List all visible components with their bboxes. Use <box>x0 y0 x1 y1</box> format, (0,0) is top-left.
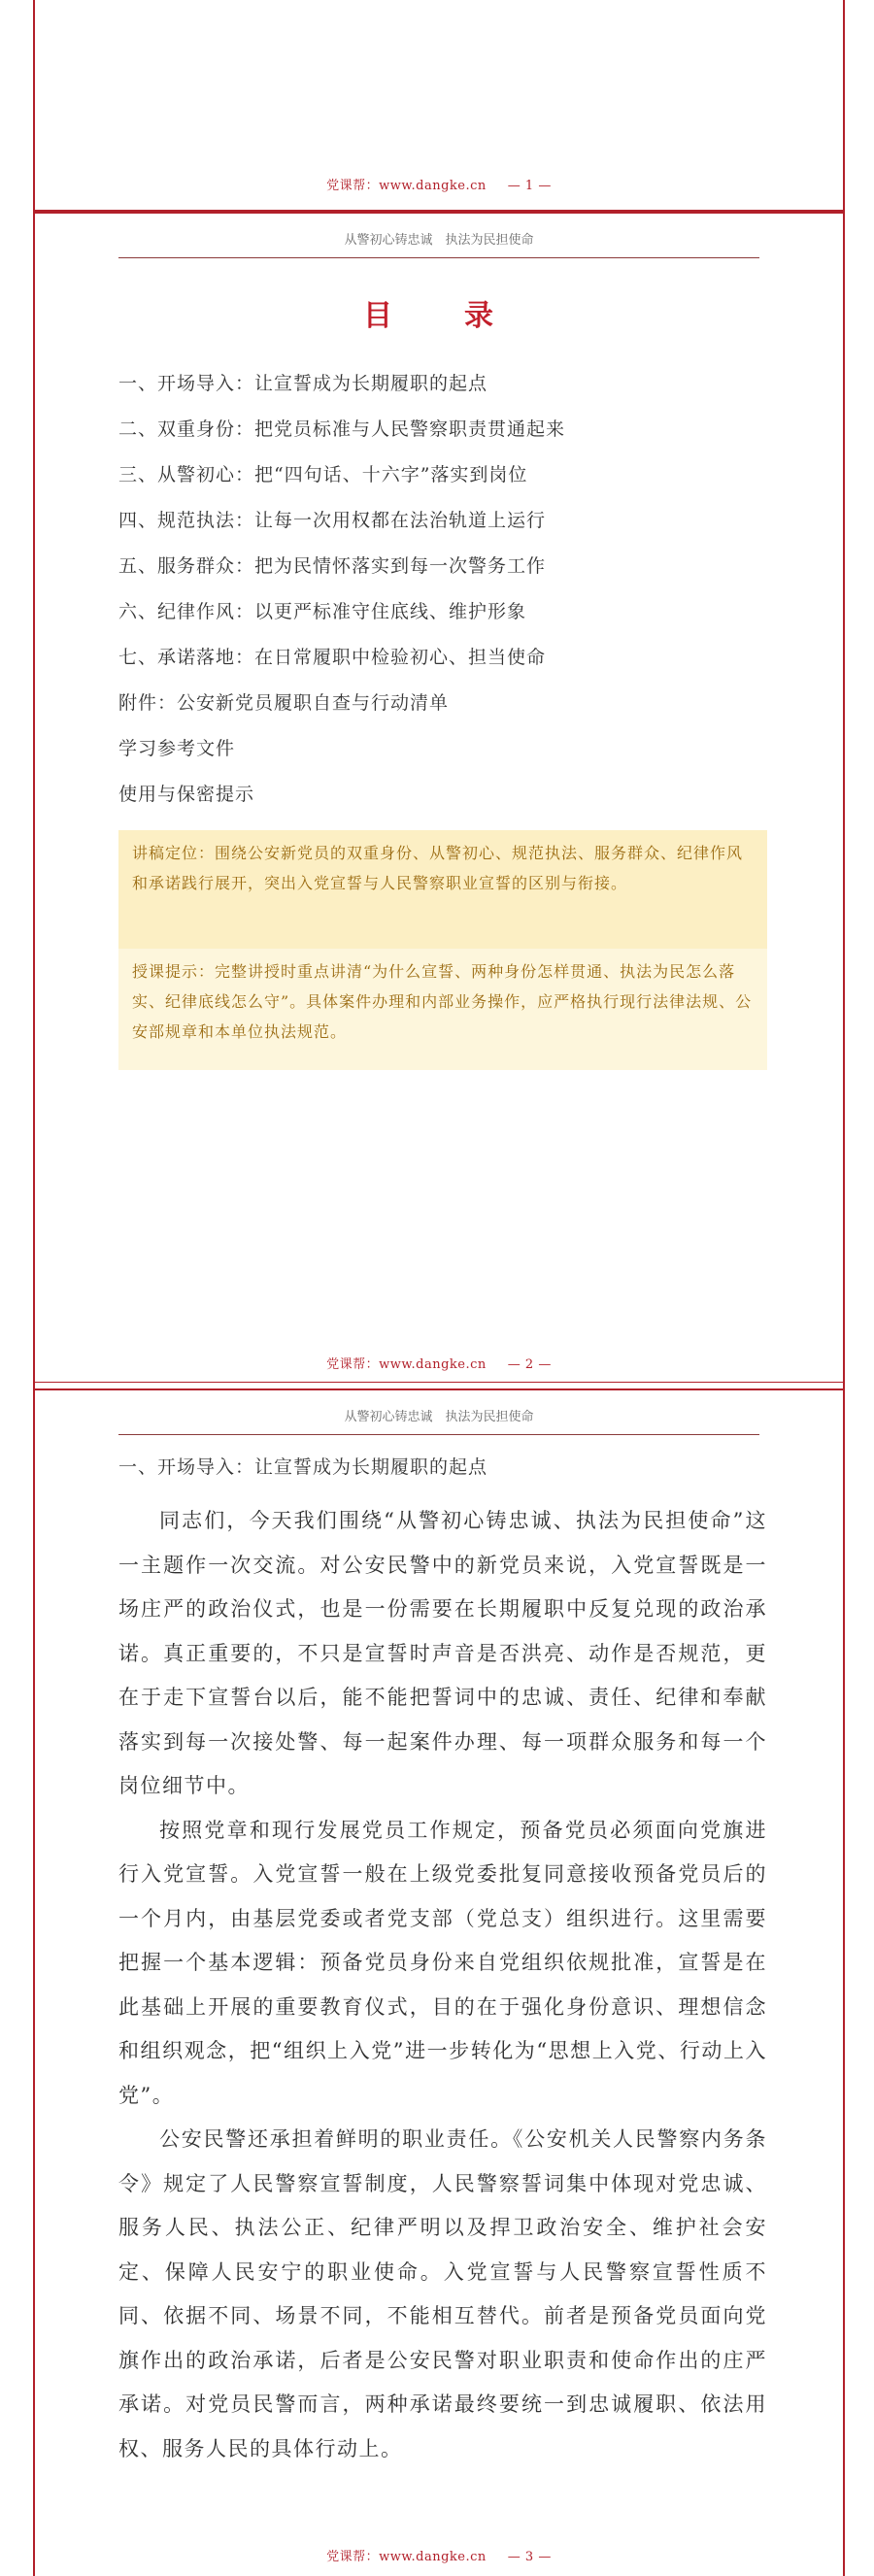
page-footer <box>35 2546 843 2564</box>
page-footer <box>35 1354 843 1372</box>
page-2 <box>33 212 845 1384</box>
page-header: 从警初心铸忠诚 执法为民担使命 <box>118 1406 759 1435</box>
toc-list <box>118 361 565 818</box>
toc-item[interactable]: 四、规范执法：让每一次用权都在法治轨道上运行 <box>118 510 547 531</box>
toc-item[interactable]: 使用与保密提示 <box>118 784 255 805</box>
section-heading: 一、开场导入：让宣誓成为长期履职的起点 <box>118 1456 488 1478</box>
page-1 <box>33 0 845 212</box>
paragraph: 按照党章和现行发展党员工作规定，预备党员必须面向党旗进行入党宣誓。入党宣誓一般在上级党委批复同意接收预备党员后的一个月内，由基层党委或者党支部（党总支）组织进行。这里需要把握一个基本逻辑：预备党员身份来自党组织依规批准，宣誓是在此基础上开展的重要教育仪式，目的在于强化身份意识、理想信念和组织观念，把“组织上入党”进一步转化为“思想上入党、行动上入党”。 <box>118 1818 767 2107</box>
section-body <box>118 1499 767 2471</box>
toc-title: 目 录 <box>363 299 515 333</box>
paragraph: 公安民警还承担着鲜明的职业责任。《公安机关人民警察内务条令》规定了人民警察宣誓制度，人民警察誓词集中体现对党忠诚、服务人民、执法公正、纪律严明以及捍卫政治安全、维护社会安定、保障人民安宁的职业使命。入党宣誓与人民警察宣誓性质不同、依据不同、场景不同，不能相互替代。前者是预备党员面向党旗作出的政治承诺，后者是公安民警对职业职责和使命作出的庄严承诺。对党员民警而言，两种承诺最终要统一到忠诚履职、依法用权、服务人民的具体行动上。 <box>118 2127 767 2460</box>
page-3 <box>33 1388 845 2576</box>
toc-item[interactable]: 一、开场导入：让宣誓成为长期履职的起点 <box>118 373 488 394</box>
toc-item[interactable]: 七、承诺落地：在日常履职中检验初心、担当使命 <box>118 647 547 668</box>
toc-item[interactable]: 附件：公安新党员履职自查与行动清单 <box>118 692 450 714</box>
toc-item[interactable]: 二、双重身份：把党员标准与人民警察职责贯通起来 <box>118 418 566 440</box>
page-number: — 1 — <box>507 179 552 193</box>
page-number: — 3 — <box>507 2550 552 2564</box>
footer-site: 党课帮：www.dangke.cn <box>326 179 487 193</box>
paragraph: 同志们，今天我们围绕“从警初心铸忠诚、执法为民担使命”这一主题作一次交流。对公安民警中的新党员来说，入党宣誓既是一场庄严的政治仪式，也是一份需要在长期履职中反复兑现的政治承诺。真正重要的，不只是宣誓时声音是否洪亮、动作是否规范，更在于走下宣誓台以后，能不能把誓词中的忠诚、责任、纪律和奉献落实到每一次接处警、每一起案件办理、每一项群众服务和每一个岗位细节中。 <box>118 1509 767 1797</box>
page-number: — 2 — <box>507 1357 552 1372</box>
toc-item[interactable]: 五、服务群众：把为民情怀落实到每一次警务工作 <box>118 555 547 577</box>
positioning-note: 讲稿定位：围绕公安新党员的双重身份、从警初心、规范执法、服务群众、纪律作风和承诺践行展开，突出入党宣誓与人民警察职业宣誓的区别与衔接。 <box>118 830 767 949</box>
toc-item[interactable]: 三、从警初心：把“四句话、十六字”落实到岗位 <box>118 464 528 485</box>
footer-site: 党课帮：www.dangke.cn <box>326 2550 487 2564</box>
teaching-tip-note: 授课提示：完整讲授时重点讲清“为什么宣誓、两种身份怎样贯通、执法为民怎么落实、纪律底线怎么守”。具体案件办理和内部业务操作，应严格执行现行法律法规、公安部规章和本单位执法规范。 <box>118 949 767 1070</box>
footer-site: 党课帮：www.dangke.cn <box>326 1357 487 1372</box>
toc-item[interactable]: 六、纪律作风：以更严标准守住底线、维护形象 <box>118 601 527 622</box>
page-header: 从警初心铸忠诚 执法为民担使命 <box>118 229 759 258</box>
toc-item[interactable]: 学习参考文件 <box>118 738 236 759</box>
page-footer <box>35 175 843 193</box>
